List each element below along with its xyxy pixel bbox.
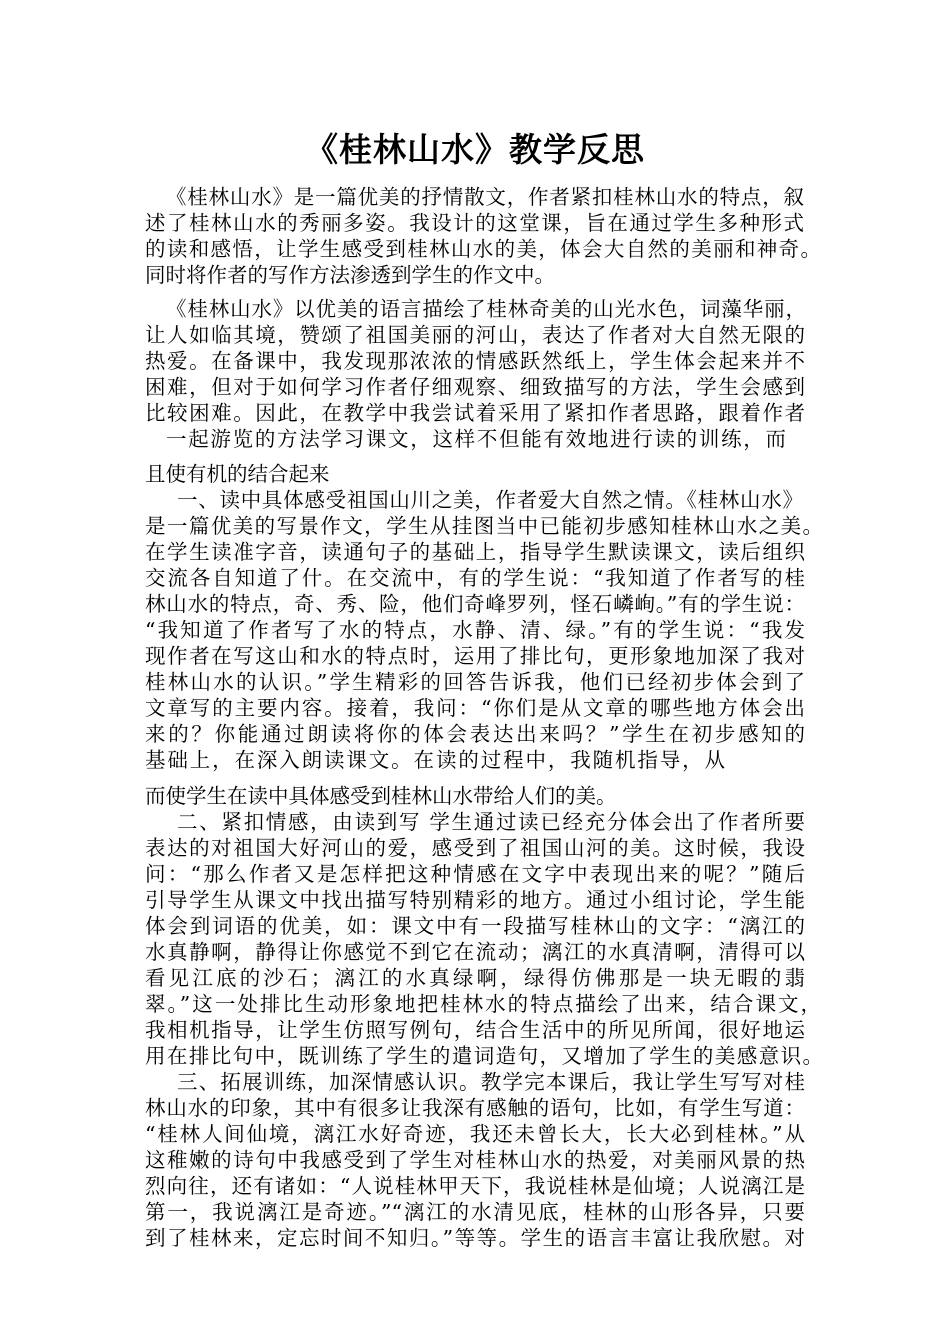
text-line: 二、紧扣情感，由读到写 学生通过读已经充分体会出了作者所要 (177, 810, 805, 834)
text-line: 林山水的印象，其中有很多让我深有感触的语句，比如，有学生写道： (145, 1096, 805, 1120)
text-line: 三、拓展训练，加深情感认识。教学完本课后，我让学生写写对桂 (177, 1070, 805, 1094)
text-line: 桂林山水的认识。”学生精彩的回答告诉我，他们已经初步体会到了 (145, 670, 805, 694)
text-line: 一起游览的方法学习课文，这样不但能有效地进行读的训练，而 (166, 427, 786, 451)
text-line: 述了桂林山水的秀丽多姿。我设计的这堂课，旨在通过学生多种形式 (145, 211, 804, 235)
text-line: 看见江底的沙石；漓江的水真绿啊，绿得仿佛那是一块无暇的翡 (145, 966, 805, 990)
text-line: 这稚嫩的诗句中我感受到了学生对桂林山水的热爱，对美丽风景的热 (145, 1148, 805, 1172)
text-line: 同时将作者的写作方法渗透到学生的作文中。 (145, 263, 555, 287)
text-line: 比较困难。因此，在教学中我尝试着采用了紧扣作者思路，跟着作者 (145, 401, 805, 425)
text-line: 烈向往，还有诸如：“人说桂林甲天下，我说桂林是仙境；人说漓江是 (145, 1174, 805, 1198)
text-line: 而使学生在读中具体感受到桂林山水带给人们的美。 (145, 784, 617, 808)
text-line: 让人如临其境，赞颂了祖国美丽的河山，表达了作者对大自然无限的 (145, 323, 805, 347)
text-line: 《桂林山水》以优美的语言描绘了桂林奇美的山光水色，词藻华丽， (166, 297, 806, 321)
text-line: 现作者在写这山和水的特点时，运用了排比句，更形象地加深了我对 (145, 644, 805, 668)
text-line: 用在排比句中，既训练了学生的遣词造句，又增加了学生的美感意识。 (145, 1044, 823, 1068)
text-line: 到了桂林来，定忘时间不知归。”等等。学生的语言丰富让我欣慰。对 (145, 1226, 805, 1250)
text-line: 林山水的特点，奇、秀、险，他们奇峰罗列，怪石嶙峋。”有的学生说： (145, 592, 805, 616)
text-line: 热爱。在备课中，我发现那浓浓的情感跃然纸上，学生体会起来并不 (145, 349, 805, 373)
text-line: 一、读中具体感受祖国山川之美，作者爱大自然之情。《桂林山水》 (177, 488, 803, 512)
text-line: 《桂林山水》是一篇优美的抒情散文，作者紧扣桂林山水的特点，叙 (166, 185, 804, 209)
text-line: 体会到词语的优美，如：课文中有一段描写桂林山的文字：“漓江的 (145, 914, 805, 938)
text-line: 基础上，在深入朗读课文。在读的过程中，我随机指导，从 (145, 748, 725, 772)
text-line: 困难，但对于如何学习作者仔细观察、细致描写的方法，学生会感到 (145, 375, 805, 399)
text-line: 的读和感悟，让学生感受到桂林山水的美，体会大自然的美丽和神奇。 (145, 237, 821, 261)
document-title: 《桂林山水》教学反思 (305, 130, 645, 169)
text-line: “我知道了作者写了水的特点，水静、清、绿。”有的学生说：“我发 (145, 618, 805, 642)
text-line: 来的？你能通过朗读将你的体会表达出来吗？”学生在初步感知的 (145, 722, 805, 746)
text-line: 表达的对祖国大好河山的爱，感受到了祖国山河的美。这时候，我设 (145, 836, 805, 860)
text-line: 水真静啊，静得让你感觉不到它在流动；漓江的水真清啊，清得可以 (145, 940, 805, 964)
text-line: 是一篇优美的写景作文，学生从挂图当中已能初步感知桂林山水之美。 (145, 514, 823, 538)
text-line: 引导学生从课文中找出描写特别精彩的地方。通过小组讨论，学生能 (145, 888, 805, 912)
text-line: 且使有机的结合起来 (145, 462, 330, 486)
text-line: 在学生读准字音，读通句子的基础上，指导学生默读课文，读后组织 (145, 540, 805, 564)
text-line: 交流各自知道了什。在交流中，有的学生说：“我知道了作者写的桂 (145, 566, 805, 590)
text-line: 问：“那么作者又是怎样把这种情感在文字中表现出来的呢？”随后 (145, 862, 805, 886)
text-line: 文章写的主要内容。接着，我问：“你们是从文章的哪些地方体会出 (145, 696, 805, 720)
text-line: “桂林人间仙境，漓江水好奇迹，我还未曾长大，长大必到桂林。”从 (145, 1122, 805, 1146)
text-line: 第一，我说漓江是奇迹。”“漓江的水清见底，桂林的山形各异，只要 (145, 1200, 805, 1224)
text-line: 我相机指导，让学生仿照写例句，结合生活中的所见所闻，很好地运 (145, 1018, 805, 1042)
text-line: 翠。”这一处排比生动形象地把桂林水的特点描绘了出来，结合课文， (145, 992, 821, 1016)
